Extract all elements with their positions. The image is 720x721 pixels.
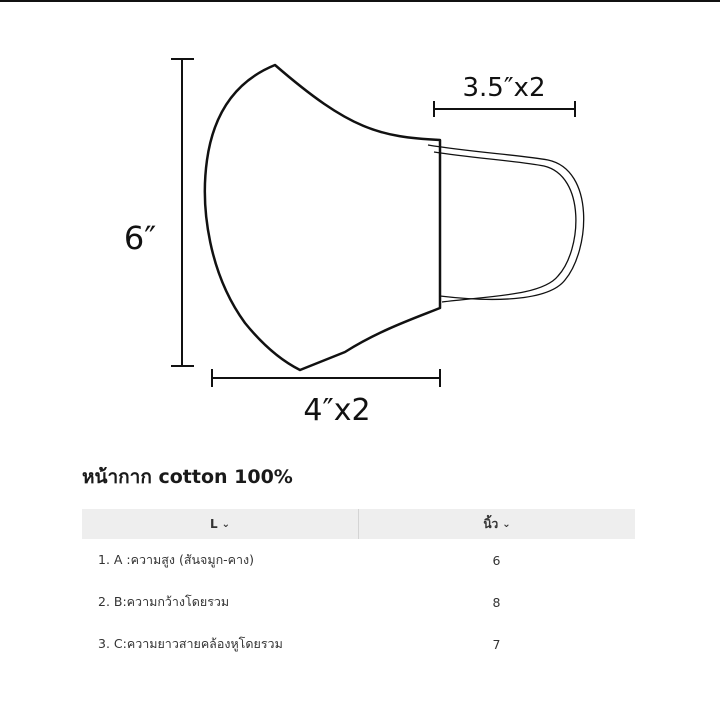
table-header — [82, 509, 635, 539]
header-unit-label: นิ้ว — [483, 516, 499, 531]
header-size[interactable] — [82, 509, 358, 539]
header-unit[interactable] — [358, 509, 635, 539]
width-dimension — [212, 369, 440, 387]
height-label: 6″ — [123, 219, 157, 257]
table-row — [82, 581, 635, 623]
row-value: 6 — [492, 552, 501, 568]
chevron-down-icon: ⌄ — [502, 518, 511, 530]
size-table — [82, 509, 635, 665]
product-title: หน้ากาก cotton 100% — [82, 466, 293, 488]
table-row — [82, 539, 635, 581]
header-size-label: L — [209, 517, 218, 531]
strap-label: 3.5″x2 — [462, 73, 546, 103]
row-label: 2. B:ความกว้างโดยรวม — [98, 594, 230, 609]
row-value: 8 — [492, 594, 501, 610]
height-dimension — [171, 59, 194, 366]
row-label: 1. A :ความสูง (สันจมูก-คาง) — [98, 552, 255, 567]
chevron-down-icon: ⌄ — [221, 518, 231, 530]
strap-dimension — [434, 101, 575, 117]
table-row — [82, 623, 635, 665]
row-value: 7 — [492, 636, 501, 652]
row-label: 3. C:ความยาวสายคล้องหูโดยรวม — [98, 636, 283, 651]
width-label: 4″x2 — [303, 393, 371, 428]
ear-strap — [428, 145, 584, 302]
mask-outline — [205, 65, 440, 370]
